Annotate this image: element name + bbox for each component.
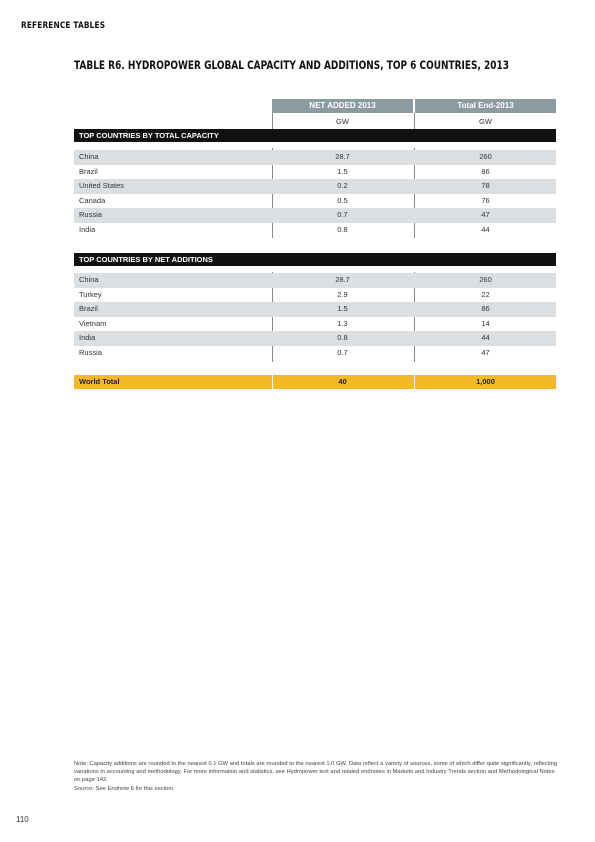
table-row	[74, 273, 556, 288]
world-total-label: World Total	[79, 377, 120, 386]
table-row	[74, 150, 556, 165]
net-added-cell: 0.5	[337, 195, 348, 205]
table-row	[74, 302, 556, 317]
footnote	[74, 760, 560, 793]
column-divider	[272, 113, 273, 129]
country-cell: India	[79, 225, 96, 234]
section-band-net-additions: TOP COUNTRIES BY NET ADDITIONS	[74, 253, 556, 266]
table-row	[74, 194, 556, 209]
country-cell: Russia	[79, 210, 102, 220]
world-total-total: 1,000	[476, 377, 495, 386]
table-row	[74, 317, 556, 332]
total-cell: 260	[479, 152, 492, 161]
net-added-cell: 2.9	[337, 289, 348, 299]
country-cell: Canada	[79, 195, 106, 205]
total-cell: 14	[481, 318, 490, 328]
total-cell: 22	[481, 289, 490, 299]
country-cell: Turkey	[79, 289, 102, 299]
net-added-cell: 0.2	[337, 181, 348, 191]
footnote-note: Note: Capacity additions are rounded to the nearest 0.1 GW and totals are rounded to the nearest 1.0 GW. Data reflect a variety of sources, some of which differ quite significantly, reflecting variations in accounting and methodology. For more information and statistics, see Hydropower text and related endnotes in Markets and Industry Trends section and Methodological Notes on page 142.	[74, 761, 558, 784]
total-cell: 47	[481, 210, 490, 220]
total-cell: 86	[481, 304, 490, 314]
page-number: 110	[16, 815, 29, 824]
country-cell: Brazil	[79, 304, 98, 314]
column-unit-net-added: GW	[336, 117, 349, 126]
total-cell: 76	[481, 195, 490, 205]
table-row	[74, 346, 556, 361]
total-cell: 78	[481, 181, 490, 191]
country-cell: China	[79, 152, 99, 161]
table-row	[74, 288, 556, 303]
total-cell: 44	[481, 333, 490, 343]
net-added-cell: 0.8	[337, 333, 348, 343]
net-added-cell: 1.5	[337, 304, 348, 314]
column-divider	[414, 113, 415, 129]
country-cell: China	[79, 275, 99, 284]
table-row	[74, 179, 556, 194]
world-total-net-added: 40	[338, 377, 347, 386]
country-cell: United States	[79, 181, 125, 191]
world-total-row	[74, 375, 556, 389]
net-added-cell: 0.8	[337, 225, 348, 234]
net-added-cell: 0.7	[337, 348, 348, 357]
table-row	[74, 208, 556, 223]
table-row	[74, 331, 556, 346]
table-row	[74, 223, 556, 238]
section-band-total-capacity: TOP COUNTRIES BY TOTAL CAPACITY	[74, 129, 556, 142]
total-cell: 44	[481, 225, 490, 234]
column-header-total: Total End-2013	[415, 99, 556, 113]
country-cell: Brazil	[79, 166, 98, 176]
net-added-cell: 28.7	[335, 152, 350, 161]
country-cell: Vietnam	[79, 318, 107, 328]
footnote-source: Source: See Endnote 6 for this section.	[74, 785, 175, 792]
country-cell: India	[79, 333, 96, 343]
column-header-net-added: NET ADDED 2013	[272, 99, 413, 113]
section-header: REFERENCE TABLES	[21, 21, 106, 31]
table-row	[74, 165, 556, 180]
net-added-cell: 0.7	[337, 210, 348, 220]
column-unit-total: GW	[479, 117, 492, 126]
total-cell: 260	[479, 275, 492, 284]
net-added-cell: 28.7	[335, 275, 350, 284]
total-cell: 47	[481, 348, 490, 357]
table-title: TABLE R6. HYDROPOWER GLOBAL CAPACITY AND ADDITIONS, TOP 6 COUNTRIES, 2013	[74, 58, 509, 72]
total-cell: 86	[481, 166, 490, 176]
net-added-cell: 1.3	[337, 318, 348, 328]
net-added-cell: 1.5	[337, 166, 348, 176]
country-cell: Russia	[79, 348, 102, 357]
